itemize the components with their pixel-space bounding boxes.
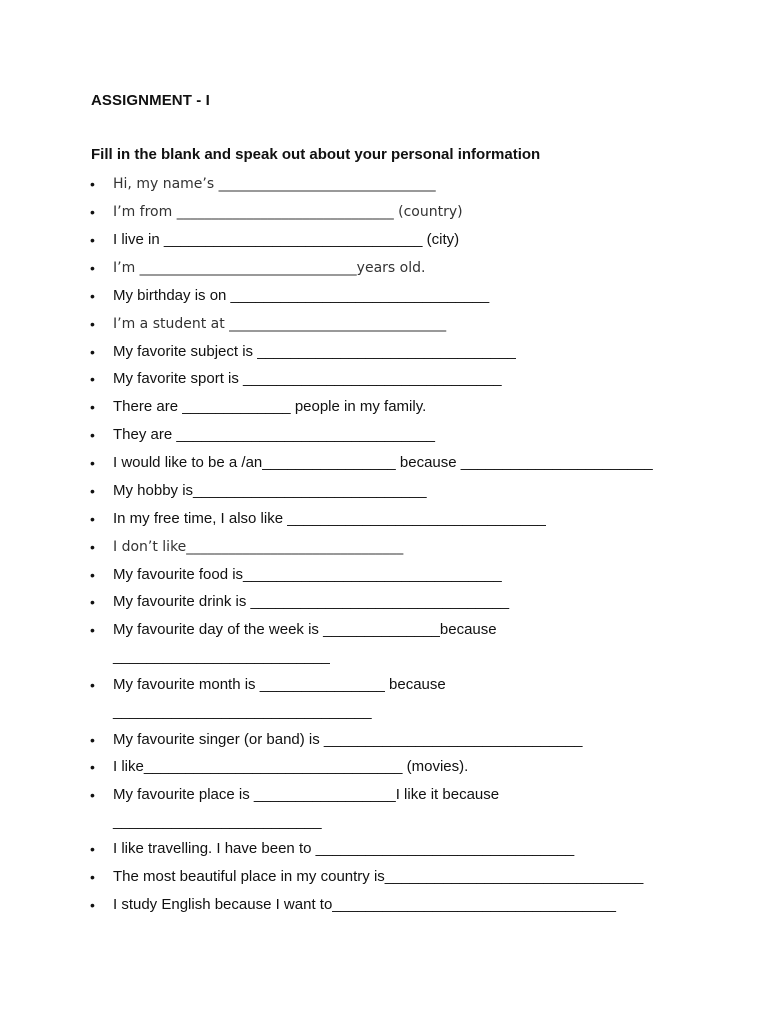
item-text: I live in _______________________________ (city): [113, 231, 460, 248]
item-text: My favourite place is _________________I like it because: [113, 786, 500, 803]
bullet-icon: •: [90, 511, 95, 527]
bullet-icon: •: [90, 787, 95, 803]
item-text: My favorite subject is _______________________________: [113, 343, 516, 360]
bullet-icon: •: [90, 841, 95, 857]
item-text: My favorite sport is _______________________________: [113, 370, 502, 387]
item-text: In my free time, I also like _______________________________: [113, 510, 546, 527]
bullet-icon: •: [90, 455, 95, 471]
bullet-icon: •: [90, 677, 95, 693]
bullet-icon: •: [90, 427, 95, 443]
item-text: There are _____________ people in my family.: [113, 398, 427, 415]
bullet-icon: •: [90, 732, 95, 748]
item-text: I don’t like_______________________________: [113, 539, 404, 555]
bullet-icon: •: [90, 622, 95, 638]
bullet-icon: •: [90, 371, 95, 387]
bullet-icon: •: [90, 483, 95, 499]
item-text: I’m from _______________________________ (country): [113, 204, 463, 220]
bullet-icon: •: [90, 204, 95, 220]
bullet-icon: •: [90, 316, 95, 332]
bullet-icon: •: [90, 399, 95, 415]
item-text: I’m a student at _______________________________: [113, 316, 447, 332]
bullet-icon: •: [90, 869, 95, 885]
item-text: I like travelling. I have been to _______________________________: [113, 840, 575, 857]
item-text: My favourite month is _______________ because: [113, 676, 446, 693]
item-text: My favourite day of the week is ______________because: [113, 621, 497, 638]
item-text: I would like to be a /an________________ because _______________________: [113, 454, 653, 471]
item-text: My favourite drink is _______________________________: [113, 593, 510, 610]
assignment-title: ASSIGNMENT - I: [91, 92, 210, 109]
item-text: I like_______________________________ (movies).: [113, 758, 469, 775]
item-text: I study English because I want to__________________________________: [113, 896, 616, 913]
item-text: My hobby is____________________________: [113, 482, 427, 499]
item-continuation: __________________________: [113, 648, 330, 665]
bullet-icon: •: [90, 288, 95, 304]
bullet-icon: •: [90, 897, 95, 913]
bullet-icon: •: [90, 759, 95, 775]
item-text: Hi, my name’s _______________________________: [113, 176, 436, 192]
bullet-icon: •: [90, 232, 95, 248]
item-text: My favourite food is_______________________________: [113, 566, 502, 583]
bullet-icon: •: [90, 344, 95, 360]
item-continuation: _________________________: [113, 813, 322, 830]
bullet-icon: •: [90, 567, 95, 583]
instruction-heading: Fill in the blank and speak out about your personal information: [91, 146, 541, 163]
bullet-icon: •: [90, 176, 95, 192]
item-text: The most beautiful place in my country is_______________________________: [113, 868, 644, 885]
item-text: I’m _______________________________years old.: [113, 260, 426, 276]
bullet-icon: •: [90, 594, 95, 610]
item-text: They are _______________________________: [113, 426, 435, 443]
item-continuation: _______________________________: [113, 703, 372, 720]
item-text: My birthday is on _______________________________: [113, 287, 490, 304]
bullet-icon: •: [90, 260, 95, 276]
bullet-icon: •: [90, 539, 95, 555]
item-text: My favourite singer (or band) is _______________________________: [113, 731, 583, 748]
